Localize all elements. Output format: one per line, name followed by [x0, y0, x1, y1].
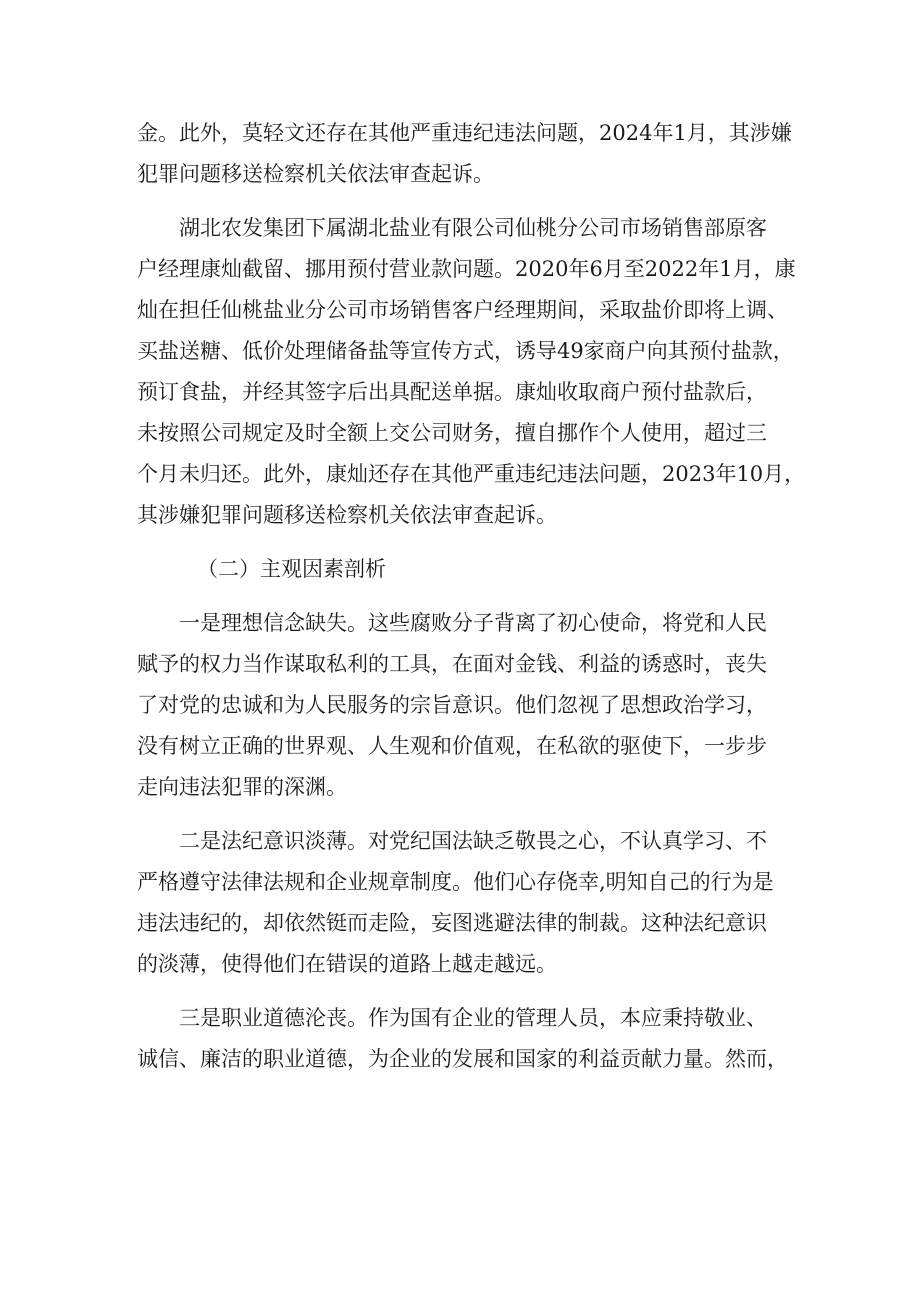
- text-line: 赋予的权力当作谋取私利的工具，在面对金钱、利益的诱惑时，丧失: [137, 652, 767, 676]
- text-line: 犯罪问题移送检察机关依法审查起诉。: [137, 162, 494, 186]
- paragraph-5: [137, 998, 797, 1080]
- section-heading: （二）主观因素剖析: [197, 557, 386, 581]
- text-line: 湖北农发集团下属湖北盐业有限公司仙桃分公司市场销售部原客: [179, 216, 767, 240]
- text-line: 严格遵守法律法规和企业规章制度。他们心存侥幸,明知自己的行为是: [137, 870, 774, 894]
- text-line: 一是理想信念缺失。这些腐败分子背离了初心使命，将党和人民: [179, 611, 767, 635]
- text-line: 了对党的忠诚和为人民服务的宗旨意识。他们忽视了思想政治学习，: [137, 693, 767, 717]
- text-line: 个月未归还。此外，康灿还存在其他严重违纪违法问题，2023年10月，: [137, 462, 806, 486]
- text-line: 没有树立正确的世界观、人生观和价值观，在私欲的驱使下，一步步: [137, 734, 767, 758]
- text-line: 买盐送糖、低价处理储备盐等宣传方式，诱导49家商户向其预付盐款，: [137, 339, 794, 363]
- text-line: 金。此外，莫轻文还存在其他严重违纪违法问题，2024年1月，其涉嫌: [137, 121, 792, 145]
- text-line: 其涉嫌犯罪问题移送检察机关依法审查起诉。: [137, 503, 557, 527]
- text-line: 的淡薄，使得他们在错误的道路上越走越远。: [137, 952, 557, 976]
- text-line: 未按照公司规定及时全额上交公司财务，擅自挪作个人使用，超过三: [137, 421, 767, 445]
- text-line: 走向违法犯罪的深渊。: [137, 775, 347, 799]
- paragraph-3: [137, 603, 797, 808]
- document-body: [137, 113, 806, 1080]
- text-line: 诚信、廉洁的职业道德，为企业的发展和国家的利益贡献力量。然而，: [137, 1047, 788, 1071]
- text-line: 二是法纪意识淡薄。对党纪国法缺乏敬畏之心，不认真学习、不: [179, 829, 767, 853]
- text-line: 违法违纪的，却依然铤而走险，妄图逃避法律的制裁。这种法纪意识: [137, 911, 767, 935]
- paragraph-1: [137, 113, 797, 195]
- text-line: 预订食盐，并经其签字后出具配送单据。康灿收取商户预付盐款后，: [137, 380, 767, 404]
- text-line: 户经理康灿截留、挪用预付营业款问题。2020年6月至2022年1月，康: [137, 257, 796, 281]
- paragraph-4: [137, 821, 797, 985]
- text-line: 三是职业道德沦丧。作为国有企业的管理人员，本应秉持敬业、: [179, 1006, 767, 1030]
- paragraph-2: [137, 208, 806, 536]
- text-line: 灿在担任仙桃盐业分公司市场销售客户经理期间，采取盐价即将上调、: [137, 298, 788, 322]
